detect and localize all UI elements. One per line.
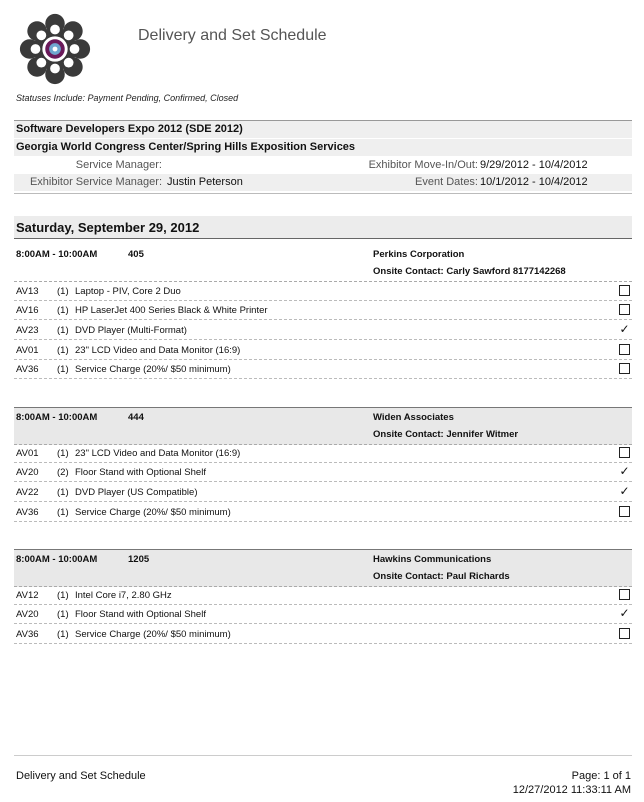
line-item (14, 300, 632, 320)
item-qty: (1) (57, 325, 69, 336)
line-item (14, 443, 632, 463)
statuses-note: Statuses Include: Payment Pending, Confirmed, Closed (16, 93, 239, 103)
item-description: Service Charge (20%/ $50 minimum) (75, 364, 231, 375)
item-description: HP LaserJet 400 Series Black & White Printer (75, 305, 268, 316)
item-qty: (1) (57, 609, 69, 620)
company-logo (16, 10, 94, 88)
company-name: Hawkins Communications (373, 554, 492, 565)
item-qty: (1) (57, 364, 69, 375)
item-status-checkbox[interactable] (619, 628, 630, 639)
item-status-checkbox[interactable] (619, 447, 630, 458)
item-qty: (1) (57, 345, 69, 356)
item-status-checkbox[interactable] (619, 304, 630, 315)
document-title: Delivery and Set Schedule (138, 27, 327, 44)
booking-header (14, 245, 632, 282)
booth-number: 444 (128, 412, 144, 423)
booth-number: 405 (128, 249, 144, 260)
move-in-out-label: Exhibitor Move-In/Out: (368, 159, 478, 171)
booth-number: 1205 (128, 554, 150, 565)
line-item (14, 320, 632, 340)
event-dates-value: 10/1/2012 - 10/4/2012 (480, 176, 588, 188)
line-item (14, 502, 632, 522)
booking-header (14, 549, 632, 587)
item-code: AV20 (16, 609, 39, 620)
item-description: 23" LCD Video and Data Monitor (16:9) (75, 448, 241, 459)
item-code: AV01 (16, 448, 39, 459)
booking-header (14, 407, 632, 445)
item-code: AV20 (16, 467, 39, 478)
event-info-box (14, 120, 632, 194)
exhibitor-manager-row (14, 174, 632, 191)
booking-time: 8:00AM - 10:00AM (16, 249, 98, 260)
line-item (14, 281, 632, 301)
item-description: Service Charge (20%/ $50 minimum) (75, 507, 231, 518)
onsite-contact: Onsite Contact: Jennifer Witmer (373, 429, 519, 440)
item-status-checkbox[interactable] (619, 344, 630, 355)
event-name-row (14, 121, 632, 138)
item-code: AV36 (16, 507, 39, 518)
item-description: DVD Player (Multi-Format) (75, 325, 187, 336)
item-status-check[interactable]: ✓ (619, 464, 630, 478)
footer-divider (14, 755, 632, 756)
item-status-checkbox[interactable] (619, 506, 630, 517)
item-description: Floor Stand with Optional Shelf (75, 609, 206, 620)
item-qty: (1) (57, 590, 69, 601)
line-item (14, 624, 632, 644)
item-status-check[interactable]: ✓ (619, 322, 630, 336)
item-description: DVD Player (US Compatible) (75, 487, 198, 498)
line-item (14, 604, 632, 624)
event-dates-label: Event Dates: (415, 176, 478, 188)
onsite-contact: Onsite Contact: Carly Sawford 8177142268 (373, 266, 566, 277)
company-name: Widen Associates (373, 412, 454, 423)
item-code: AV23 (16, 325, 39, 336)
exhibitor-service-manager-value: Justin Peterson (167, 176, 243, 188)
item-status-checkbox[interactable] (619, 363, 630, 374)
print-timestamp: 12/27/2012 11:33:11 AM (512, 784, 631, 796)
item-qty: (1) (57, 629, 69, 640)
item-code: AV22 (16, 487, 39, 498)
item-description: Laptop - PIV, Core 2 Duo (75, 286, 181, 297)
item-qty: (1) (57, 487, 69, 498)
item-code: AV12 (16, 590, 39, 601)
item-qty: (1) (57, 305, 69, 316)
line-item (14, 462, 632, 482)
item-qty: (2) (57, 467, 69, 478)
service-manager-label: Service Manager: (75, 159, 162, 171)
item-qty: (1) (57, 507, 69, 518)
manager-row (14, 157, 632, 174)
line-item (14, 359, 632, 379)
item-description: 23" LCD Video and Data Monitor (16:9) (75, 345, 241, 356)
item-code: AV16 (16, 305, 39, 316)
event-name: Software Developers Expo 2012 (SDE 2012) (16, 123, 243, 135)
company-name: Perkins Corporation (373, 249, 465, 260)
item-status-check[interactable]: ✓ (619, 606, 630, 620)
item-status-check[interactable]: ✓ (619, 484, 630, 498)
item-code: AV36 (16, 629, 39, 640)
line-item (14, 482, 632, 502)
booking-time: 8:00AM - 10:00AM (16, 412, 98, 423)
item-status-checkbox[interactable] (619, 285, 630, 296)
line-item (14, 585, 632, 605)
item-code: AV13 (16, 286, 39, 297)
day-title: Saturday, September 29, 2012 (16, 220, 200, 235)
venue-name: Georgia World Congress Center/Spring Hills Exposition Services (16, 141, 356, 153)
line-item (14, 340, 632, 360)
page-number: Page: 1 of 1 (571, 770, 631, 782)
item-qty: (1) (57, 448, 69, 459)
item-code: AV36 (16, 364, 39, 375)
item-code: AV01 (16, 345, 39, 356)
booking-time: 8:00AM - 10:00AM (16, 554, 98, 565)
move-in-out-value: 9/29/2012 - 10/4/2012 (480, 159, 588, 171)
footer-title: Delivery and Set Schedule (16, 770, 146, 782)
day-header (14, 216, 632, 239)
item-description: Service Charge (20%/ $50 minimum) (75, 629, 231, 640)
exhibitor-service-manager-label: Exhibitor Service Manager: (29, 176, 162, 188)
onsite-contact: Onsite Contact: Paul Richards (373, 571, 510, 582)
venue-row (14, 139, 632, 156)
item-qty: (1) (57, 286, 69, 297)
item-status-checkbox[interactable] (619, 589, 630, 600)
item-description: Floor Stand with Optional Shelf (75, 467, 206, 478)
item-description: Intel Core i7, 2.80 GHz (75, 590, 172, 601)
